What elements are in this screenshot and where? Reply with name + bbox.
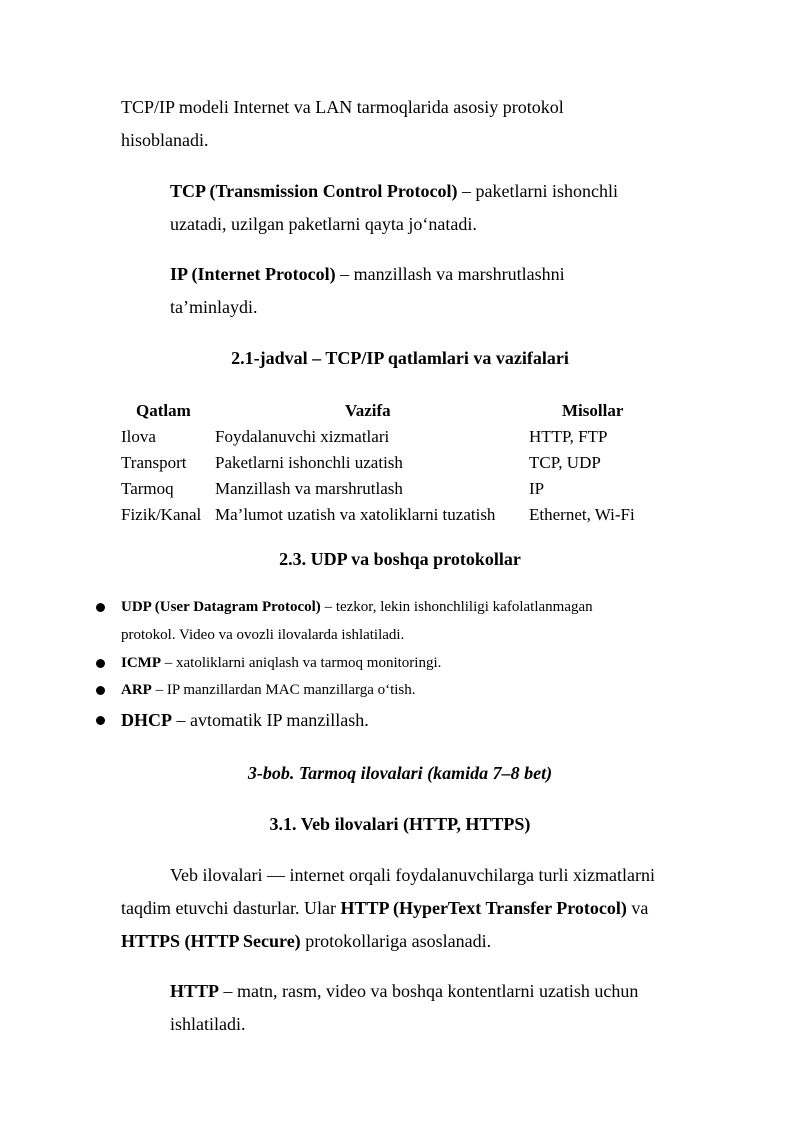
web-para-line-3 xyxy=(121,931,491,952)
table-cell: HTTP, FTP xyxy=(529,427,608,446)
ip-definition-line-2: ta’minlaydi. xyxy=(170,297,258,317)
tcp-term: TCP (Transmission Control Protocol) xyxy=(170,181,458,201)
bullet-icon xyxy=(96,686,105,695)
table-cell: Foydalanuvchi xizmatlari xyxy=(215,427,390,446)
list-item-continuation: protokol. Video va ovozli ilovalarda ishlatiladi. xyxy=(121,627,405,643)
table-cell: Ilova xyxy=(121,427,156,446)
web-para-line-2 xyxy=(121,898,648,919)
list-item-term: UDP (User Datagram Protocol) xyxy=(121,599,321,615)
list-item-term: ICMP xyxy=(121,655,161,671)
http-term: HTTP (HyperText Transfer Protocol) xyxy=(340,898,627,918)
table-header-vazifa: Vazifa xyxy=(345,401,391,420)
ip-definition-line-1 xyxy=(170,264,565,285)
section-heading-web: 3.1. Veb ilovalari (HTTP, HTTPS) xyxy=(269,814,531,834)
text-span: va xyxy=(626,898,649,918)
bullet-icon xyxy=(96,603,105,612)
list-item-text: – avtomatik IP manzillash. xyxy=(172,710,369,730)
http-def-text: – matn, rasm, video va boshqa kontentlarni uzatish uchun xyxy=(219,981,639,1001)
table-cell: TCP, UDP xyxy=(529,453,601,472)
table-cell: Tarmoq xyxy=(121,479,174,498)
list-item xyxy=(121,682,416,699)
table-cell: Paketlarni ishonchli uzatish xyxy=(215,453,403,472)
list-item-text: – xatoliklarni aniqlash va tarmoq monitoringi. xyxy=(161,655,442,671)
list-item-text: – IP manzillardan MAC manzillarga o‘tish. xyxy=(151,682,416,698)
intro-line-2: hisoblanadi. xyxy=(121,130,209,150)
table-cell: Transport xyxy=(121,453,187,472)
text-span: taqdim etuvchi dasturlar. Ular xyxy=(121,898,341,918)
table-cell: IP xyxy=(529,479,545,498)
text-span: protokollariga asoslanadi. xyxy=(300,931,492,951)
table-header-qatlam: Qatlam xyxy=(136,401,191,420)
list-item xyxy=(121,599,593,616)
table-caption: 2.1-jadval – TCP/IP qatlamlari va vazifalari xyxy=(231,348,569,368)
list-item-term: DHCP xyxy=(121,710,172,730)
table-cell: Manzillash va marshrutlash xyxy=(215,479,403,498)
chapter-heading: 3-bob. Tarmoq ilovalari (kamida 7–8 bet) xyxy=(247,763,553,783)
tcp-text: – paketlarni ishonchli xyxy=(457,181,618,201)
tcp-definition-line-2: uzatadi, uzilgan paketlarni qayta jo‘natadi. xyxy=(170,214,477,234)
table-cell: Ma’lumot uzatish va xatoliklarni tuzatish xyxy=(215,505,496,524)
http-definition-line-1 xyxy=(170,981,638,1002)
list-item-term: ARP xyxy=(121,682,152,698)
list-item-text: – tezkor, lekin ishonchliligi kafolatlanmagan xyxy=(320,599,593,615)
https-term: HTTPS (HTTP Secure) xyxy=(121,931,301,951)
bullet-icon xyxy=(96,716,105,725)
http-def-term: HTTP xyxy=(170,981,220,1001)
bullet-icon xyxy=(96,659,105,668)
table-cell: Fizik/Kanal xyxy=(121,505,202,524)
web-para-line-1: Veb ilovalari — internet orqali foydalanuvchilarga turli xizmatlarni xyxy=(170,865,656,885)
intro-line-1: TCP/IP modeli Internet va LAN tarmoqlarida asosiy protokol xyxy=(121,97,564,117)
tcp-definition-line-1 xyxy=(170,181,618,202)
section-heading-udp: 2.3. UDP va boshqa protokollar xyxy=(279,549,521,569)
http-definition-line-2: ishlatiladi. xyxy=(170,1014,246,1034)
ip-term: IP (Internet Protocol) xyxy=(170,264,336,284)
list-item xyxy=(121,655,441,672)
ip-text: – manzillash va marshrutlashni xyxy=(335,264,565,284)
table-header-misollar: Misollar xyxy=(562,401,624,420)
list-item xyxy=(121,710,369,731)
table-cell: Ethernet, Wi-Fi xyxy=(529,505,635,524)
